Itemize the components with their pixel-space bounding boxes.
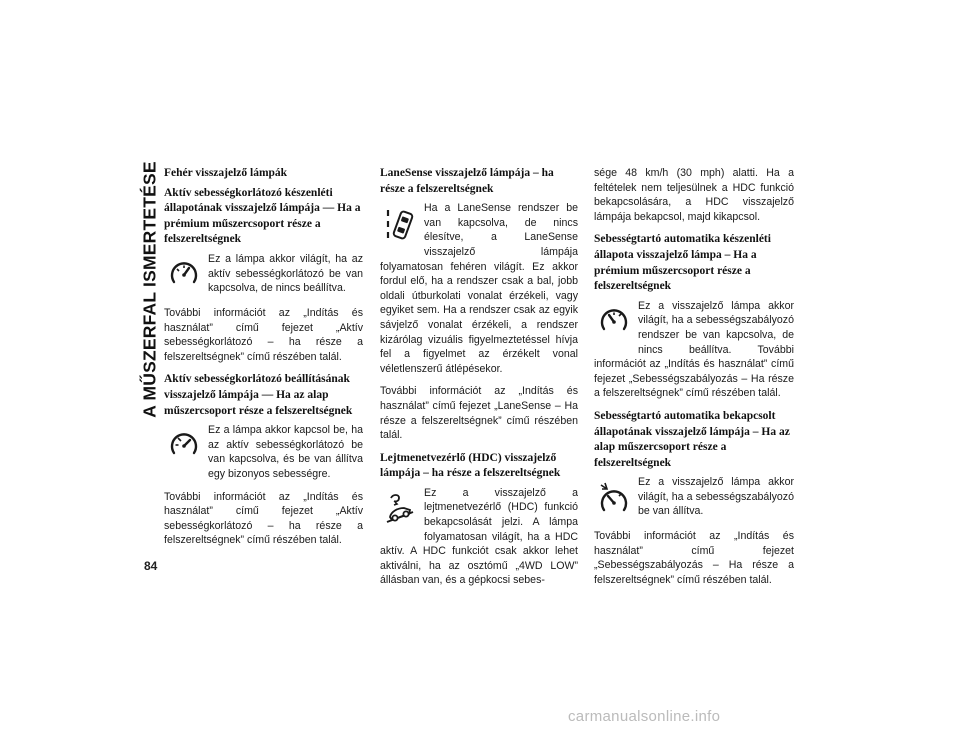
heading-cruise-set: Sebességtartó automatika bekapcsolt állapotának visszajelző lámpája – Ha az alap műszercsoport része a felszereltségnek	[594, 409, 790, 469]
cruise-control-set-icon	[596, 481, 632, 521]
text-lanesense: Ha a LaneSense rendszer be van kapcsolva, de nincs élesítve, a LaneSense visszajelző lámpája folyamatosan fehéren világít. Ez akkor fordul elő, ha a rendszer csak a bal, jobb oldali útburkolati vonalat érzékeli, vagy egyiket sem. Ha a rendszer csak az egyik sávjelző vonalat érzékeli, a rendszer kizárólag vizuális figyelmeztetéssel hívja fel a figyelmet az érzékelt vonal véletlenszerű átlépésekor.	[380, 202, 578, 375]
cruise-control-standby-icon	[596, 305, 632, 345]
heading-speed-limiter-set: Aktív sebességkorlátozó beállításának visszajelző lámpája — Ha az alap műszercsoport része a felszereltségnek	[164, 373, 353, 417]
text-hdc: Ez a visszajelző a lejtmenetvezérlő (HDC) funkció bekapcsolását jelzi. A lámpa folyamatosan világít, ha a HDC aktív. A HDC funkciót csak akkor lehet aktiválni, ha az osztómű „4WD LOW” állásban van, és a gépkocsi sebes-	[380, 486, 578, 587]
watermark: carmanualsonline.info	[568, 708, 721, 725]
item-lanesense	[380, 201, 578, 376]
text-speed-limiter-set: Ez a lámpa akkor kapcsol be, ha az aktív sebességkorlátozó be van kapcsolva, és be van állítva egy bizonyos sebességre.	[208, 424, 363, 480]
page-number: 84	[144, 559, 158, 573]
item-speed-limiter-standby	[164, 252, 363, 298]
hill-descent-control-icon	[382, 492, 418, 532]
speed-limiter-standby-icon	[166, 258, 202, 298]
ref-speed-limiter-standby: További információt az „Indítás és használat” című fejezet „Aktív sebességkorlátozó – ha része a felszereltségnek” című részében talál.	[164, 306, 363, 363]
text-cruise-set: Ez a visszajelző lámpa akkor világít, ha a sebességszabályozó be van állítva.	[638, 476, 794, 518]
column-1	[164, 166, 363, 556]
column-2	[380, 166, 578, 596]
heading-cruise-standby: Sebességtartó automatika készenléti állapota visszajelző lámpa – Ha a prémium műszercsoport része a felszereltségnek	[594, 233, 771, 293]
item-cruise-standby	[594, 299, 794, 401]
section-heading-white-lamps: Fehér visszajelző lámpák	[164, 167, 288, 179]
ref-cruise-set: További információt az „Indítás és használat” című fejezet „Sebességszabályozás – Ha része a felszereltségnek” című részében talál.	[594, 530, 794, 587]
side-chapter-title	[138, 160, 162, 418]
speed-limiter-set-icon	[166, 429, 202, 469]
heading-speed-limiter-standby: Aktív sebességkorlátozó készenléti állapotának visszajelző lámpája — Ha a prémium műszercsoport része a felszereltségnek	[164, 186, 361, 246]
lanesense-icon	[382, 207, 418, 247]
item-hdc	[380, 486, 578, 588]
heading-hdc: Lejtmenetvezérlő (HDC) visszajelző lámpája – ha része a felszereltségnek	[380, 451, 561, 480]
item-speed-limiter-set	[164, 423, 363, 481]
text-hdc-continued: sége 48 km/h (30 mph) alatti. Ha a feltételek nem teljesülnek a HDC funkció bekapcsolására, a HDC visszajelző lámpája bekapcsol, majd kikapcsol.	[594, 167, 794, 223]
column-3	[594, 166, 794, 596]
ref-speed-limiter-set: További információt az „Indítás és használat” című fejezet „Aktív sebességkorlátozó – ha része a felszereltségnek” című részében talál.	[164, 490, 363, 547]
side-chapter-title-text: A MŰSZERFAL ISMERTETÉSE	[139, 160, 160, 418]
ref-lanesense: További információt az „Indítás és használat” című fejezet „LaneSense – Ha része a felszereltségnek” című részében talál.	[380, 385, 578, 442]
text-cruise-standby: Ez a visszajelző lámpa akkor világít, ha a sebességszabályozó rendszer be van kapcsolva, de nincs beállítva. További információt az „Indítás és használat” című fejezet „Sebességszabályozás – Ha része a felszereltségnek” című részében talál.	[594, 299, 794, 400]
item-cruise-set	[594, 475, 794, 521]
heading-lanesense: LaneSense visszajelző lámpája – ha része a felszereltségnek	[380, 167, 554, 195]
text-speed-limiter-standby: Ez a lámpa akkor világít, ha az aktív sebességkorlátozó be van kapcsolva, de nincs beállítva.	[208, 252, 363, 295]
